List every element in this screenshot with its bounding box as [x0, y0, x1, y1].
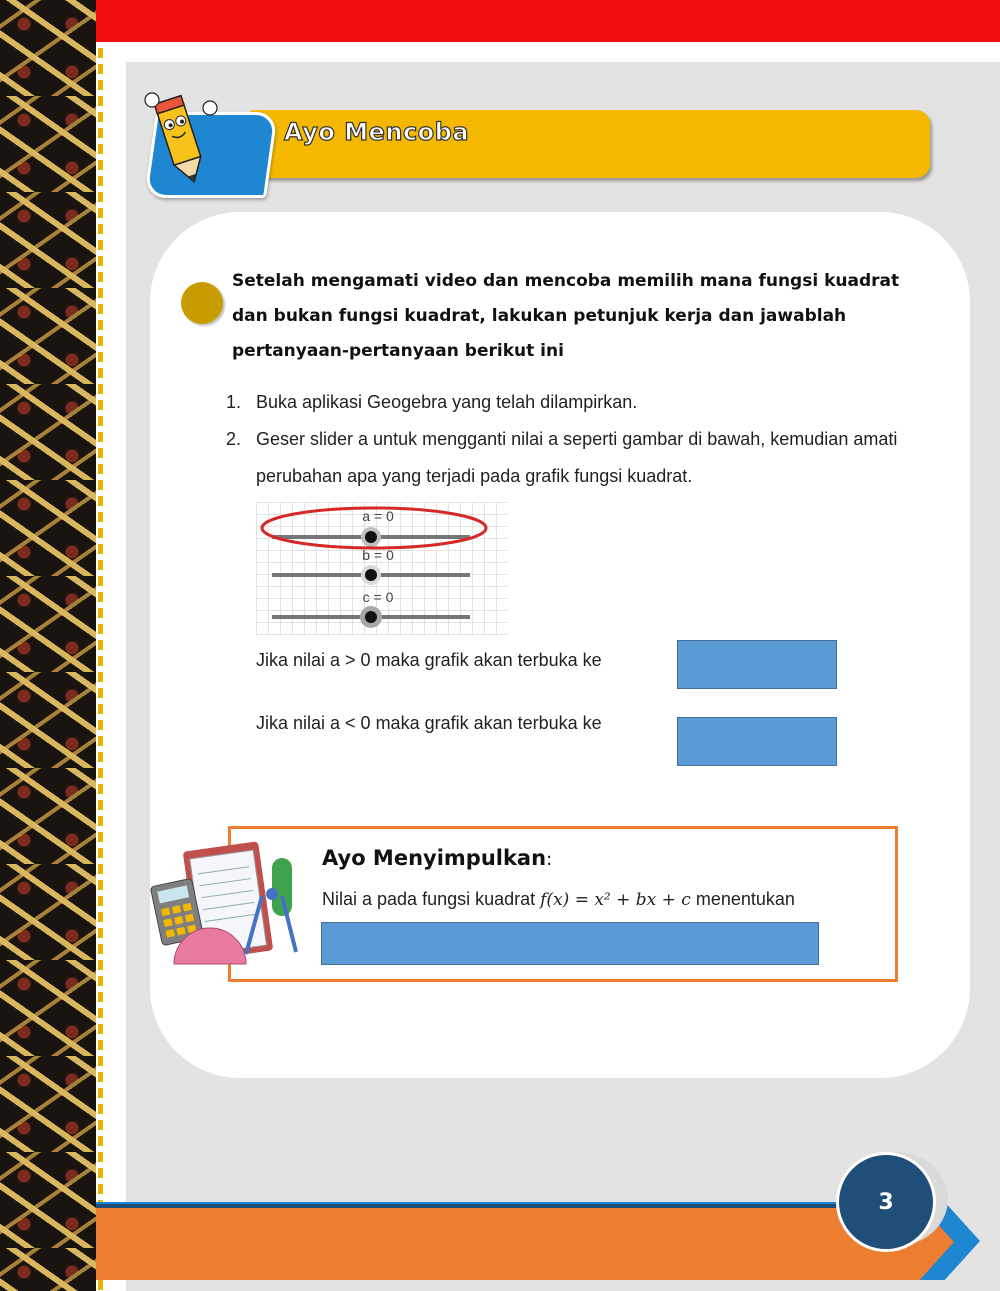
- answer-drop-box[interactable]: [677, 717, 837, 766]
- conclusion-suffix: menentukan: [690, 889, 795, 909]
- question-text: Jika nilai a > 0 maka grafik akan terbuka ke: [256, 650, 602, 670]
- conclusion-title-text: Ayo Menyimpulkan: [322, 846, 547, 870]
- list-item: [226, 421, 946, 495]
- list-item: [226, 384, 946, 421]
- slider-label-c: c = 0: [362, 589, 394, 605]
- dashed-divider: [98, 0, 103, 1291]
- bullet-dot-icon: [181, 282, 223, 324]
- intro-instructions: Setelah mengamati video dan mencoba memilih mana fungsi kuadrat dan bukan fungsi kuadrat, lakukan petunjuk kerja dan jawablah pertanyaan-pertanyaan berikut ini: [232, 271, 900, 361]
- conclusion-title: [322, 846, 552, 870]
- conclusion-statement: [322, 889, 795, 910]
- section-title: Ayo Mencoba: [284, 118, 470, 146]
- step-number: 2.: [226, 429, 242, 449]
- answer-drop-box[interactable]: [677, 640, 837, 689]
- step-number: 1.: [226, 392, 242, 412]
- conclusion-prefix: Nilai a pada fungsi kuadrat: [322, 889, 541, 909]
- top-red-bar: [96, 0, 1000, 42]
- conclusion-answer-box[interactable]: [321, 922, 819, 965]
- slider-label-a: a = 0: [362, 508, 394, 524]
- math-tools-clipart-icon: [150, 836, 310, 976]
- batik-border-decoration: [0, 0, 96, 1291]
- step-text: Buka aplikasi Geogebra yang telah dilampirkan.: [256, 392, 638, 412]
- slider-handle-a[interactable]: [365, 531, 377, 543]
- step-text: Geser slider a untuk mengganti nilai a seperti gambar di bawah, kemudian amati perubahan apa yang terjadi pada grafik fungsi kuadrat.: [256, 429, 898, 486]
- geogebra-slider-image: [256, 502, 508, 636]
- page-number-badge: [836, 1152, 936, 1252]
- quadratic-formula: f(x) = x² + bx + c: [540, 890, 691, 910]
- conclusion-title-colon: :: [546, 849, 553, 870]
- steps-list: [226, 384, 946, 495]
- slider-drawing: [256, 502, 508, 636]
- pencil-mascot-icon: [140, 88, 220, 188]
- slider-label-b: b = 0: [362, 547, 394, 563]
- question-text: Jika nilai a < 0 maka grafik akan terbuka ke: [256, 713, 602, 733]
- slider-handle-c[interactable]: [365, 611, 377, 623]
- footer-bar: [96, 1204, 954, 1280]
- page-number: 3: [878, 1189, 894, 1215]
- slider-handle-b[interactable]: [365, 569, 377, 581]
